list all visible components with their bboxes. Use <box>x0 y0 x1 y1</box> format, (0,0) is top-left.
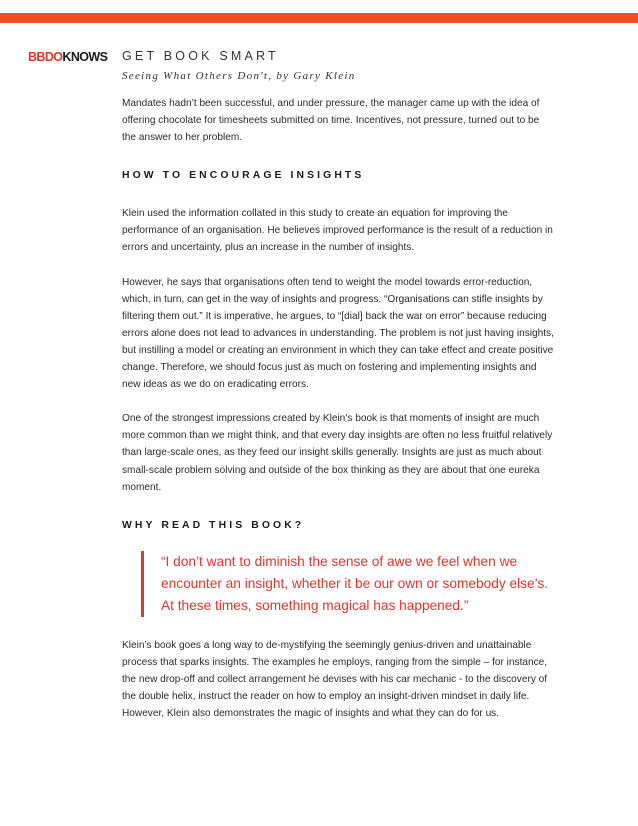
body-paragraph: Klein’s book goes a long way to de-mystifying the seemingly genius-driven and unattainable process that sparks insights. The examples he employs, ranging from the simple – for instance, the new drop-off and collect arrangement he devises with his car mechanic - to the discovery of the double helix, instruct the reader on how to employ an insight-driven mindset in daily life. However, Klein also demonstrates the magic of insights and what they can do for us. <box>122 639 548 720</box>
section-heading-why-read: WHY READ THIS BOOK? <box>122 519 305 531</box>
header-title: GET BOOK SMART <box>122 49 279 63</box>
body-paragraph: However, he says that organisations often tend to weight the model towards error-reduction, which, in turn, can get in the way of insights and progress. “Organisations can stifle insights by filtering them out.” It is imperative, he argues, to “[dial] back the war on error” because reducing errors alone does not lead to advances in understanding. The problem is not just having insights, but instilling a model or creating an environment in which they can take effect and create positive change. Therefore, we should focus just as much on fostering and implementing insights and new ideas as we do on eradicating errors. <box>122 276 554 391</box>
top-accent-bar <box>0 13 638 23</box>
pull-quote-text: “I don’t want to diminish the sense of awe we feel when we encounter an insight, whether it be our own or somebody else’s. At these times, something magical has happened.” <box>161 553 549 613</box>
section-heading-encourage-insights: HOW TO ENCOURAGE INSIGHTS <box>122 170 365 182</box>
bbdo-knows-logo <box>28 50 107 64</box>
logo-knows-text: KNOWS <box>62 50 108 64</box>
body-paragraph: Klein used the information collated in this study to create an equation for improving the performance of an organisation. He believes improved performance is the result of a reduction in errors and uncertainty, plus an increase in the number of insights. <box>122 208 553 254</box>
intro-paragraph: Mandates hadn’t been successful, and under pressure, the manager came up with the idea of offering chocolate for timesheets submitted on time. Incentives, not pressure, turned out to be the answer to her problem. <box>122 98 540 144</box>
article-body <box>122 95 554 722</box>
body-paragraph: One of the strongest impressions created by Klein’s book is that moments of insight are much more common than we might think, and that every day insights are often no less fruitful relatively than large-scale ones, as they feed our insight skills generally. Insights are just as much about small-scale problem solving and outside of the box thinking as they are about that one eureka moment. <box>122 413 553 493</box>
logo-bbdo-text: BBDO <box>28 50 63 64</box>
pull-quote <box>141 551 551 617</box>
header-subtitle: Seeing What Others Don't, by Gary Klein <box>122 70 356 82</box>
